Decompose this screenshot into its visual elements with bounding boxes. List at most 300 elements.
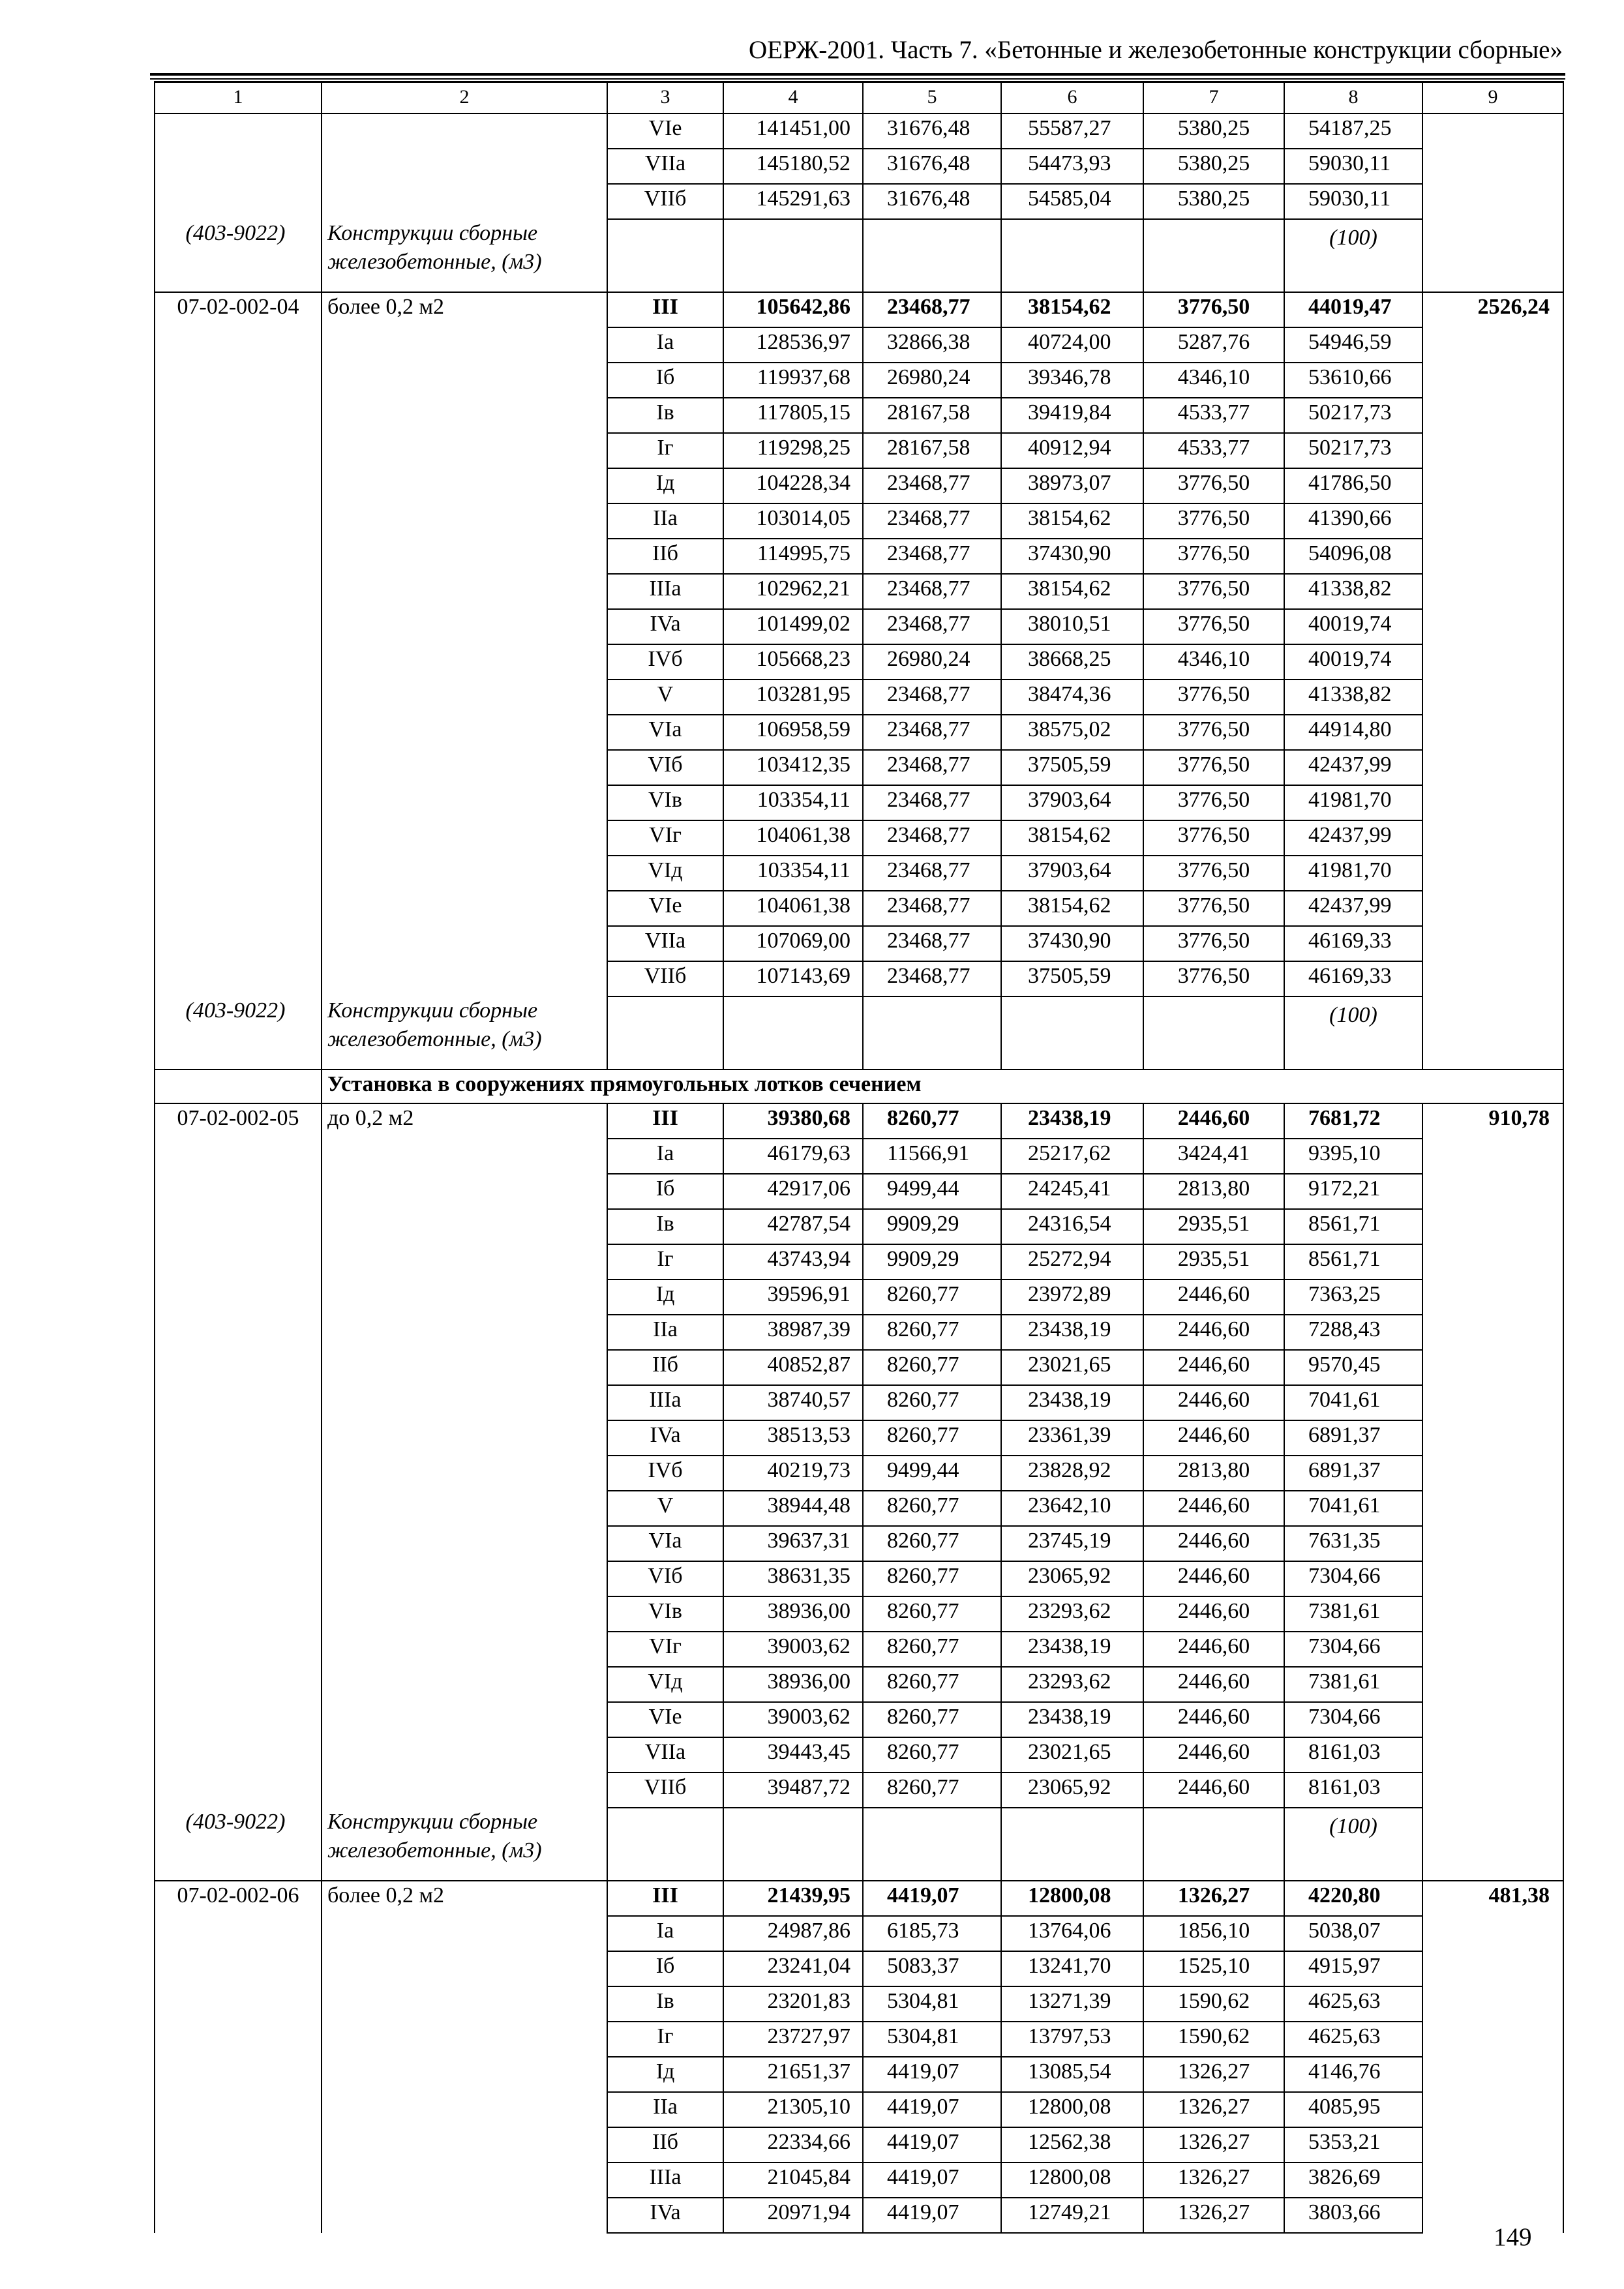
machinist-wage: 1326,27: [1143, 2127, 1284, 2162]
labor-cost: 31676,48: [863, 113, 1001, 149]
labor-cost: 8260,77: [863, 1561, 1001, 1596]
machinist-wage: 2446,60: [1143, 1420, 1284, 1456]
total-cost: 38936,00: [723, 1667, 863, 1702]
machine-cost: 13241,70: [1001, 1951, 1143, 1986]
column-number: 8: [1284, 82, 1422, 114]
labor-cost: 8260,77: [863, 1279, 1001, 1315]
machine-cost: 38154,62: [1001, 292, 1143, 327]
zone-code: Ia: [607, 1139, 723, 1174]
zone-code: Iб: [607, 1174, 723, 1209]
total-cost: 40219,73: [723, 1456, 863, 1491]
empty-cell: [723, 996, 863, 1070]
zone-code: IIIa: [607, 574, 723, 609]
total-cost: 117805,15: [723, 398, 863, 433]
resource-quantity-value: (100): [1329, 226, 1377, 250]
material-cost: 7381,61: [1284, 1667, 1422, 1702]
material-cost: 7381,61: [1284, 1596, 1422, 1632]
empty-cell: [607, 996, 723, 1070]
zone-code: IIIa: [607, 1385, 723, 1420]
total-cost: 107143,69: [723, 961, 863, 996]
machine-cost: 23293,62: [1001, 1596, 1143, 1632]
resource-quantity-value: (100): [1329, 1003, 1377, 1027]
machine-cost: 54473,93: [1001, 149, 1143, 184]
machinist-wage: 5380,25: [1143, 113, 1284, 149]
machinist-wage: 2446,60: [1143, 1279, 1284, 1315]
empty-cell: [723, 219, 863, 292]
total-cost: 105642,86: [723, 292, 863, 327]
machinist-wage: 1590,62: [1143, 2022, 1284, 2057]
machine-cost: 40724,00: [1001, 327, 1143, 363]
labor-cost: 8260,77: [863, 1526, 1001, 1561]
total-cost: 39487,72: [723, 1773, 863, 1808]
machinist-wage: 3776,50: [1143, 820, 1284, 856]
total-cost: 119937,68: [723, 363, 863, 398]
labor-cost: 23468,77: [863, 574, 1001, 609]
total-cost: 119298,25: [723, 433, 863, 468]
empty-cell: [1001, 219, 1143, 292]
labor-cost: 23468,77: [863, 856, 1001, 891]
machine-cost: 23438,19: [1001, 1632, 1143, 1667]
machinist-wage: 3776,50: [1143, 750, 1284, 785]
material-cost: 9172,21: [1284, 1174, 1422, 1209]
machine-cost: 38010,51: [1001, 609, 1143, 644]
price-table-body: [155, 82, 1563, 2234]
machinist-wage: 3776,50: [1143, 503, 1284, 539]
material-cost: 40019,74: [1284, 644, 1422, 680]
zone-code: Iд: [607, 468, 723, 503]
labor-cost: 8260,77: [863, 1103, 1001, 1139]
zone-code: Iб: [607, 1951, 723, 1986]
work-name: более 0,2 м2: [322, 292, 607, 996]
machine-cost: 23021,65: [1001, 1737, 1143, 1773]
zone-code: VIб: [607, 750, 723, 785]
zone-code: VIг: [607, 1632, 723, 1667]
material-cost: 7041,61: [1284, 1385, 1422, 1420]
material-cost: 4625,63: [1284, 2022, 1422, 2057]
total-cost: 145291,63: [723, 184, 863, 219]
machine-cost: 37505,59: [1001, 750, 1143, 785]
machine-cost: 23065,92: [1001, 1561, 1143, 1596]
labor-cost: 4419,07: [863, 2198, 1001, 2233]
zone-code: Ia: [607, 327, 723, 363]
labor-cost: 8260,77: [863, 1491, 1001, 1526]
labor-cost: 5304,81: [863, 2022, 1001, 2057]
zone-code: VIIa: [607, 1737, 723, 1773]
total-cost: 42917,06: [723, 1174, 863, 1209]
material-cost: 8561,71: [1284, 1244, 1422, 1279]
labor-cost: 23468,77: [863, 292, 1001, 327]
material-cost: 46169,33: [1284, 961, 1422, 996]
zone-code: VIб: [607, 1561, 723, 1596]
material-cost: 4085,95: [1284, 2092, 1422, 2127]
resource-code: (403-9022): [155, 1808, 322, 1881]
labor-cost: 8260,77: [863, 1315, 1001, 1350]
zone-code: IIб: [607, 2127, 723, 2162]
total-cost: 20971,94: [723, 2198, 863, 2233]
zone-code: IIa: [607, 2092, 723, 2127]
material-cost: 6891,37: [1284, 1420, 1422, 1456]
labor-cost: 26980,24: [863, 644, 1001, 680]
material-cost: 44914,80: [1284, 715, 1422, 750]
machine-cost: 37430,90: [1001, 539, 1143, 574]
total-cost: 21439,95: [723, 1881, 863, 1916]
machine-cost: 13271,39: [1001, 1986, 1143, 2022]
zone-code: VIa: [607, 1526, 723, 1561]
zone-code: IVa: [607, 2198, 723, 2233]
total-cost: 21305,10: [723, 2092, 863, 2127]
machine-cost: 38154,62: [1001, 503, 1143, 539]
page-number: 149: [1494, 2223, 1532, 2251]
total-cost: 21651,37: [723, 2057, 863, 2092]
material-cost: 7631,35: [1284, 1526, 1422, 1561]
machinist-wage: 1326,27: [1143, 2057, 1284, 2092]
material-cost: 6891,37: [1284, 1456, 1422, 1491]
material-cost: 7041,61: [1284, 1491, 1422, 1526]
total-cost: 103014,05: [723, 503, 863, 539]
machine-cost: 24316,54: [1001, 1209, 1143, 1244]
material-cost: 7304,66: [1284, 1702, 1422, 1737]
resource-quantity: [1284, 219, 1422, 292]
machine-cost: 23021,65: [1001, 1350, 1143, 1385]
machinist-wage: 2446,60: [1143, 1561, 1284, 1596]
material-cost: 7363,25: [1284, 1279, 1422, 1315]
machinist-wage: 1856,10: [1143, 1916, 1284, 1951]
zone-code: V: [607, 1491, 723, 1526]
machinist-wage: 1326,27: [1143, 2162, 1284, 2198]
zone-code: VIe: [607, 891, 723, 926]
machine-cost: 12800,08: [1001, 2092, 1143, 2127]
table-row: [155, 292, 1563, 327]
labor-cost: 11566,91: [863, 1139, 1001, 1174]
material-cost: 42437,99: [1284, 891, 1422, 926]
machinist-wage: 3776,50: [1143, 715, 1284, 750]
zone-code: Iд: [607, 1279, 723, 1315]
labor-cost: 5304,81: [863, 1986, 1001, 2022]
machine-cost: 38575,02: [1001, 715, 1143, 750]
machine-cost: 23438,19: [1001, 1385, 1143, 1420]
empty-cell: [1001, 1808, 1143, 1881]
empty-cell: [723, 1808, 863, 1881]
machine-cost: 12562,38: [1001, 2127, 1143, 2162]
labor-cost: 9909,29: [863, 1244, 1001, 1279]
zone-code: VIIa: [607, 926, 723, 961]
total-cost: 101499,02: [723, 609, 863, 644]
machine-cost: 23642,10: [1001, 1491, 1143, 1526]
material-cost: 44019,47: [1284, 292, 1422, 327]
empty-cell: [607, 219, 723, 292]
total-cost: 43743,94: [723, 1244, 863, 1279]
labor-cost: 9909,29: [863, 1209, 1001, 1244]
material-cost: 4625,63: [1284, 1986, 1422, 2022]
zone-code: IVб: [607, 644, 723, 680]
machinist-wage: 3776,50: [1143, 785, 1284, 820]
zone-code: IIa: [607, 503, 723, 539]
total-cost: 21045,84: [723, 2162, 863, 2198]
machinist-wage: 2813,80: [1143, 1456, 1284, 1491]
labor-hours: [1422, 113, 1563, 292]
machine-cost: 23828,92: [1001, 1456, 1143, 1491]
labor-cost: 23468,77: [863, 820, 1001, 856]
material-cost: 54187,25: [1284, 113, 1422, 149]
machinist-wage: 2446,60: [1143, 1596, 1284, 1632]
machine-cost: 23438,19: [1001, 1315, 1143, 1350]
machine-cost: 55587,27: [1001, 113, 1143, 149]
labor-cost: 9499,44: [863, 1174, 1001, 1209]
zone-code: Iв: [607, 398, 723, 433]
total-cost: 38513,53: [723, 1420, 863, 1456]
zone-code: VIIa: [607, 149, 723, 184]
labor-cost: 32866,38: [863, 327, 1001, 363]
labor-cost: 28167,58: [863, 433, 1001, 468]
zone-code: Iг: [607, 1244, 723, 1279]
material-cost: 41390,66: [1284, 503, 1422, 539]
machine-cost: 38668,25: [1001, 644, 1143, 680]
labor-cost: 23468,77: [863, 609, 1001, 644]
labor-cost: 23468,77: [863, 891, 1001, 926]
zone-code: VIIб: [607, 184, 723, 219]
resource-name: Конструкции сборные железобетонные, (м3): [322, 996, 607, 1070]
machinist-wage: 2446,60: [1143, 1737, 1284, 1773]
total-cost: 23241,04: [723, 1951, 863, 1986]
total-cost: 103354,11: [723, 785, 863, 820]
machine-cost: 13797,53: [1001, 2022, 1143, 2057]
labor-cost: 8260,77: [863, 1702, 1001, 1737]
zone-code: III: [607, 292, 723, 327]
labor-cost: 4419,07: [863, 1881, 1001, 1916]
material-cost: 42437,99: [1284, 820, 1422, 856]
column-number: 5: [863, 82, 1001, 114]
labor-cost: 23468,77: [863, 680, 1001, 715]
machinist-wage: 5287,76: [1143, 327, 1284, 363]
zone-code: VIIб: [607, 1773, 723, 1808]
machine-cost: 25217,62: [1001, 1139, 1143, 1174]
zone-code: Ia: [607, 1916, 723, 1951]
section-title: Установка в сооружениях прямоугольных лотков сечением: [322, 1070, 1563, 1103]
labor-cost: 23468,77: [863, 503, 1001, 539]
material-cost: 4146,76: [1284, 2057, 1422, 2092]
empty-cell: [607, 1808, 723, 1881]
machinist-wage: 2446,60: [1143, 1632, 1284, 1667]
machine-cost: 38474,36: [1001, 680, 1143, 715]
machine-cost: 13764,06: [1001, 1916, 1143, 1951]
column-number: 1: [155, 82, 322, 114]
header-rule: [150, 73, 1565, 76]
empty-cell: [863, 1808, 1001, 1881]
table-row: [155, 1103, 1563, 1139]
document-header-title: ОЕРЖ-2001. Часть 7. «Бетонные и железобетонные конструкции сборные»: [749, 36, 1563, 64]
total-cost: 107069,00: [723, 926, 863, 961]
machinist-wage: 3424,41: [1143, 1139, 1284, 1174]
labor-cost: 23468,77: [863, 715, 1001, 750]
machinist-wage: 4533,77: [1143, 433, 1284, 468]
machine-cost: 38154,62: [1001, 891, 1143, 926]
table-row: [155, 1881, 1563, 1916]
zone-code: VIг: [607, 820, 723, 856]
machinist-wage: 2446,60: [1143, 1315, 1284, 1350]
machinist-wage: 1326,27: [1143, 2198, 1284, 2233]
material-cost: 59030,11: [1284, 149, 1422, 184]
labor-hours: 2526,24: [1422, 292, 1563, 1070]
machine-cost: 39346,78: [1001, 363, 1143, 398]
empty-cell: [863, 219, 1001, 292]
rate-code: 07-02-002-05: [155, 1103, 322, 1808]
labor-cost: 23468,77: [863, 750, 1001, 785]
machinist-wage: 1326,27: [1143, 2092, 1284, 2127]
column-number: 4: [723, 82, 863, 114]
total-cost: 38936,00: [723, 1596, 863, 1632]
zone-code: Iг: [607, 2022, 723, 2057]
labor-cost: 23468,77: [863, 539, 1001, 574]
machinist-wage: 3776,50: [1143, 539, 1284, 574]
material-cost: 8161,03: [1284, 1773, 1422, 1808]
labor-cost: 6185,73: [863, 1916, 1001, 1951]
total-cost: 42787,54: [723, 1209, 863, 1244]
total-cost: 23727,97: [723, 2022, 863, 2057]
labor-cost: 8260,77: [863, 1737, 1001, 1773]
material-cost: 7681,72: [1284, 1103, 1422, 1139]
empty-cell: [1143, 219, 1284, 292]
total-cost: 23201,83: [723, 1986, 863, 2022]
price-table: [154, 81, 1564, 2234]
material-cost: 54946,59: [1284, 327, 1422, 363]
column-number: 9: [1422, 82, 1563, 114]
zone-code: Iб: [607, 363, 723, 398]
zone-code: VIд: [607, 1667, 723, 1702]
labor-cost: 8260,77: [863, 1596, 1001, 1632]
total-cost: 38987,39: [723, 1315, 863, 1350]
machinist-wage: 2446,60: [1143, 1773, 1284, 1808]
zone-code: Iд: [607, 2057, 723, 2092]
machine-cost: 23745,19: [1001, 1526, 1143, 1561]
resource-row: [155, 1808, 1563, 1881]
machinist-wage: 3776,50: [1143, 856, 1284, 891]
zone-code: IVб: [607, 1456, 723, 1491]
material-cost: 9395,10: [1284, 1139, 1422, 1174]
material-cost: 8561,71: [1284, 1209, 1422, 1244]
material-cost: 8161,03: [1284, 1737, 1422, 1773]
labor-cost: 4419,07: [863, 2092, 1001, 2127]
labor-cost: 23468,77: [863, 926, 1001, 961]
machinist-wage: 3776,50: [1143, 961, 1284, 996]
labor-cost: 23468,77: [863, 468, 1001, 503]
zone-code: III: [607, 1103, 723, 1139]
resource-quantity: [1284, 996, 1422, 1070]
machinist-wage: 3776,50: [1143, 468, 1284, 503]
labor-cost: 31676,48: [863, 184, 1001, 219]
machine-cost: 39419,84: [1001, 398, 1143, 433]
labor-cost: 23468,77: [863, 961, 1001, 996]
zone-code: VIд: [607, 856, 723, 891]
machinist-wage: 3776,50: [1143, 609, 1284, 644]
machinist-wage: 3776,50: [1143, 574, 1284, 609]
machinist-wage: 5380,25: [1143, 149, 1284, 184]
machine-cost: 12800,08: [1001, 2162, 1143, 2198]
zone-code: Iв: [607, 1986, 723, 2022]
machine-cost: 23438,19: [1001, 1702, 1143, 1737]
rate-code: [155, 113, 322, 219]
total-cost: 114995,75: [723, 539, 863, 574]
zone-code: VIe: [607, 113, 723, 149]
material-cost: 7304,66: [1284, 1632, 1422, 1667]
labor-cost: 9499,44: [863, 1456, 1001, 1491]
labor-cost: 8260,77: [863, 1667, 1001, 1702]
material-cost: 3826,69: [1284, 2162, 1422, 2198]
resource-code: (403-9022): [155, 996, 322, 1070]
column-number: 7: [1143, 82, 1284, 114]
machine-cost: 38973,07: [1001, 468, 1143, 503]
total-cost: 128536,97: [723, 327, 863, 363]
zone-code: IVa: [607, 1420, 723, 1456]
total-cost: 102962,21: [723, 574, 863, 609]
labor-cost: 8260,77: [863, 1773, 1001, 1808]
machinist-wage: 2446,60: [1143, 1526, 1284, 1561]
total-cost: 104228,34: [723, 468, 863, 503]
machine-cost: 37903,64: [1001, 856, 1143, 891]
total-cost: 39637,31: [723, 1526, 863, 1561]
table-row: [155, 113, 1563, 149]
machine-cost: 23438,19: [1001, 1103, 1143, 1139]
machine-cost: 38154,62: [1001, 574, 1143, 609]
material-cost: 7288,43: [1284, 1315, 1422, 1350]
resource-quantity-value: (100): [1329, 1814, 1377, 1838]
machinist-wage: 2446,60: [1143, 1350, 1284, 1385]
machine-cost: 12800,08: [1001, 1881, 1143, 1916]
material-cost: 40019,74: [1284, 609, 1422, 644]
material-cost: 50217,73: [1284, 433, 1422, 468]
machinist-wage: 3776,50: [1143, 680, 1284, 715]
total-cost: 24987,86: [723, 1916, 863, 1951]
material-cost: 59030,11: [1284, 184, 1422, 219]
total-cost: 141451,00: [723, 113, 863, 149]
work-name: более 0,2 м2: [322, 1881, 607, 2233]
zone-code: IIa: [607, 1315, 723, 1350]
zone-code: Iв: [607, 1209, 723, 1244]
machine-cost: 23293,62: [1001, 1667, 1143, 1702]
labor-cost: 4419,07: [863, 2057, 1001, 2092]
material-cost: 50217,73: [1284, 398, 1422, 433]
resource-code: (403-9022): [155, 219, 322, 292]
total-cost: 103412,35: [723, 750, 863, 785]
material-cost: 46169,33: [1284, 926, 1422, 961]
labor-cost: 4419,07: [863, 2127, 1001, 2162]
zone-code: IIб: [607, 539, 723, 574]
machinist-wage: 3776,50: [1143, 292, 1284, 327]
material-cost: 54096,08: [1284, 539, 1422, 574]
column-number: 3: [607, 82, 723, 114]
zone-code: III: [607, 1881, 723, 1916]
work-name: до 0,2 м2: [322, 1103, 607, 1808]
machinist-wage: 2446,60: [1143, 1491, 1284, 1526]
work-name: [322, 113, 607, 219]
zone-code: VIIб: [607, 961, 723, 996]
material-cost: 4220,80: [1284, 1881, 1422, 1916]
total-cost: 39596,91: [723, 1279, 863, 1315]
machinist-wage: 2813,80: [1143, 1174, 1284, 1209]
header-rule-thin: [150, 78, 1565, 80]
machinist-wage: 2446,60: [1143, 1103, 1284, 1139]
total-cost: 145180,52: [723, 149, 863, 184]
material-cost: 53610,66: [1284, 363, 1422, 398]
machinist-wage: 4346,10: [1143, 644, 1284, 680]
column-number-row: [155, 82, 1563, 114]
labor-cost: 23468,77: [863, 785, 1001, 820]
material-cost: 5038,07: [1284, 1916, 1422, 1951]
rate-code: 07-02-002-04: [155, 292, 322, 996]
resource-name: Конструкции сборные железобетонные, (м3): [322, 1808, 607, 1881]
empty-cell: [1001, 996, 1143, 1070]
machinist-wage: 4533,77: [1143, 398, 1284, 433]
resource-name: Конструкции сборные железобетонные, (м3): [322, 219, 607, 292]
